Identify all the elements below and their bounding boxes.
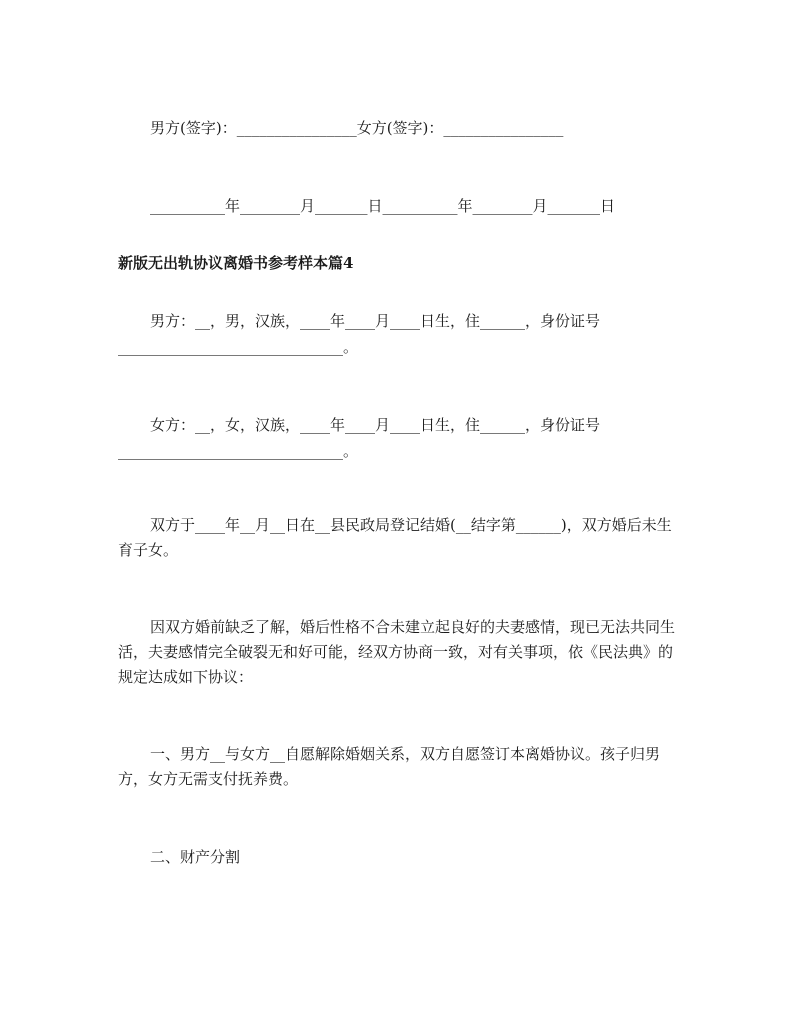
section-title: 新版无出轨协议离婚书参考样本篇4 <box>118 254 354 272</box>
female-party-line2: ______________________________。 <box>118 442 359 460</box>
signature-line-text: 男方(签字)：________________女方(签字)：________________ <box>150 119 564 137</box>
clause-two-heading <box>118 845 682 869</box>
marriage-registration-text: 双方于____年__月__日在__县民政局登记结婚(__结字第______)，双方婚后未生育子女。 <box>118 516 672 559</box>
female-party-line1 <box>118 413 682 437</box>
male-party-line2: ______________________________。 <box>118 338 359 356</box>
female-party-line1-text: 女方：__，女，汉族，____年____月____日生，住______，身份证号 <box>150 416 601 434</box>
male-party-line1 <box>118 309 682 333</box>
reason-paragraph <box>118 615 682 690</box>
date-line-text: __________年________月_______日__________年________月_______日 <box>150 197 616 215</box>
signature-line <box>118 116 682 140</box>
clause-one-text: 一、男方__与女方__自愿解除婚姻关系，双方自愿签订本离婚协议。孩子归男方，女方无需支付抚养费。 <box>118 745 661 788</box>
clause-two-text: 二、财产分割 <box>150 848 241 866</box>
reason-paragraph-text: 因双方婚前缺乏了解，婚后性格不合未建立起良好的夫妻感情，现已无法共同生活，夫妻感情完全破裂无和好可能，经双方协商一致，对有关事项，依《民法典》的规定达成如下协议： <box>118 618 676 686</box>
marriage-registration-paragraph <box>118 513 682 563</box>
clause-one-paragraph <box>118 742 682 792</box>
date-line <box>118 194 682 218</box>
male-party-line1-text: 男方：__，男，汉族，____年____月____日生，住______，身份证号 <box>150 312 601 330</box>
